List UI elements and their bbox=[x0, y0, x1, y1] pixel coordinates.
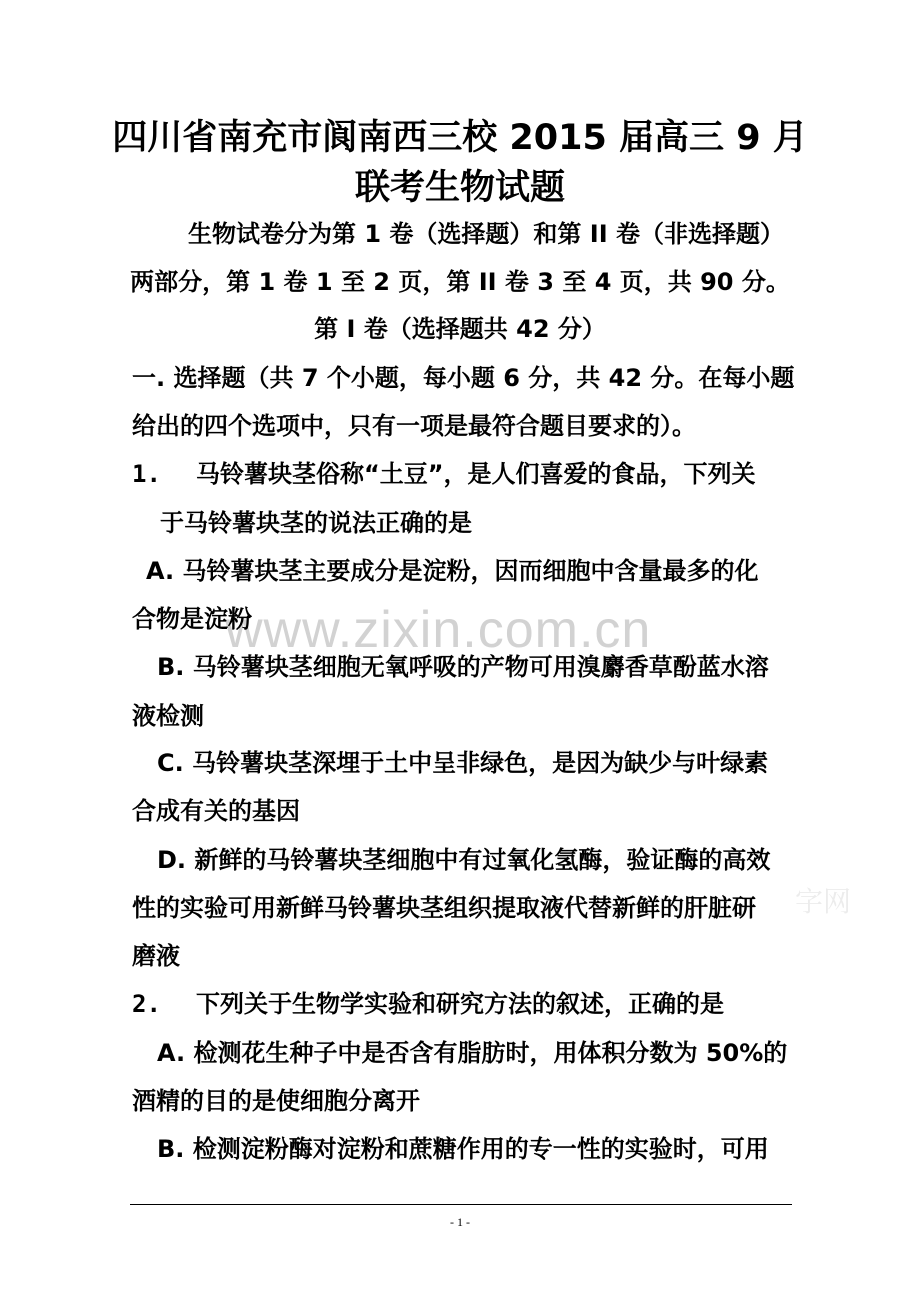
question-1-option-b-line2: 液检测 bbox=[132, 702, 204, 730]
question-number: 1. bbox=[132, 460, 161, 488]
volume-heading: 第 I 卷（选择题共 42 分） bbox=[314, 315, 606, 343]
intro-line1: 生物试卷分为第 1 卷（选择题）和第 II 卷（非选择题） bbox=[188, 220, 784, 248]
question-1-option-d-line1: D. 新鲜的马铃薯块茎细胞中有过氧化氢酶，验证酶的高效 bbox=[157, 846, 771, 874]
section-heading-line1: 一. 选择题（共 7 个小题，每小题 6 分，共 42 分。在每小题 bbox=[132, 364, 795, 392]
question-1-stem bbox=[132, 458, 756, 490]
question-stem-line1: 马铃薯块茎俗称“土豆”，是人们喜爱的食品，下列关 bbox=[196, 460, 756, 488]
question-2-option-a-line1: A. 检测花生种子中是否含有脂肪时，用体积分数为 50%的 bbox=[157, 1039, 788, 1067]
page-title-line2: 联考生物试题 bbox=[354, 168, 565, 208]
question-2-stem bbox=[132, 988, 724, 1020]
question-1-option-a-line2: 合物是淀粉 bbox=[132, 605, 252, 633]
footer-divider bbox=[130, 1204, 792, 1205]
question-1-option-a-line1: A. 马铃薯块茎主要成分是淀粉，因而细胞中含量最多的化 bbox=[146, 557, 759, 585]
watermark: www.zixin.com.cn bbox=[225, 601, 652, 659]
watermark-faint: 字网 bbox=[795, 885, 852, 918]
question-1-option-c-line1: C. 马铃薯块茎深埋于土中呈非绿色，是因为缺少与叶绿素 bbox=[157, 749, 769, 777]
section-heading-line2: 给出的四个选项中，只有一项是最符合题目要求的）。 bbox=[132, 412, 696, 440]
question-number: 2. bbox=[132, 990, 161, 1018]
page-number: - 1 - bbox=[450, 1215, 470, 1229]
question-2-option-b-line1: B. 检测淀粉酶对淀粉和蔗糖作用的专一性的实验时，可用 bbox=[157, 1135, 769, 1163]
question-stem-line1: 下列关于生物学实验和研究方法的叙述，正确的是 bbox=[196, 990, 724, 1018]
question-1-stem-line2: 于马铃薯块茎的说法正确的是 bbox=[160, 509, 472, 537]
intro-line2: 两部分，第 1 卷 1 至 2 页，第 II 卷 3 至 4 页，共 90 分。 bbox=[130, 268, 790, 296]
question-2-option-a-line2: 酒精的目的是使细胞分离开 bbox=[132, 1087, 420, 1115]
question-1-option-b-line1: B. 马铃薯块茎细胞无氧呼吸的产物可用溴麝香草酚蓝水溶 bbox=[157, 653, 769, 681]
question-1-option-c-line2: 合成有关的基因 bbox=[132, 797, 300, 825]
question-1-option-d-line2: 性的实验可用新鲜马铃薯块茎组织提取液代替新鲜的肝脏研 bbox=[132, 894, 756, 922]
page-title-line1: 四川省南充市阆南西三校 2015 届高三 9 月 bbox=[112, 118, 808, 158]
question-1-option-d-line3: 磨液 bbox=[132, 942, 180, 970]
